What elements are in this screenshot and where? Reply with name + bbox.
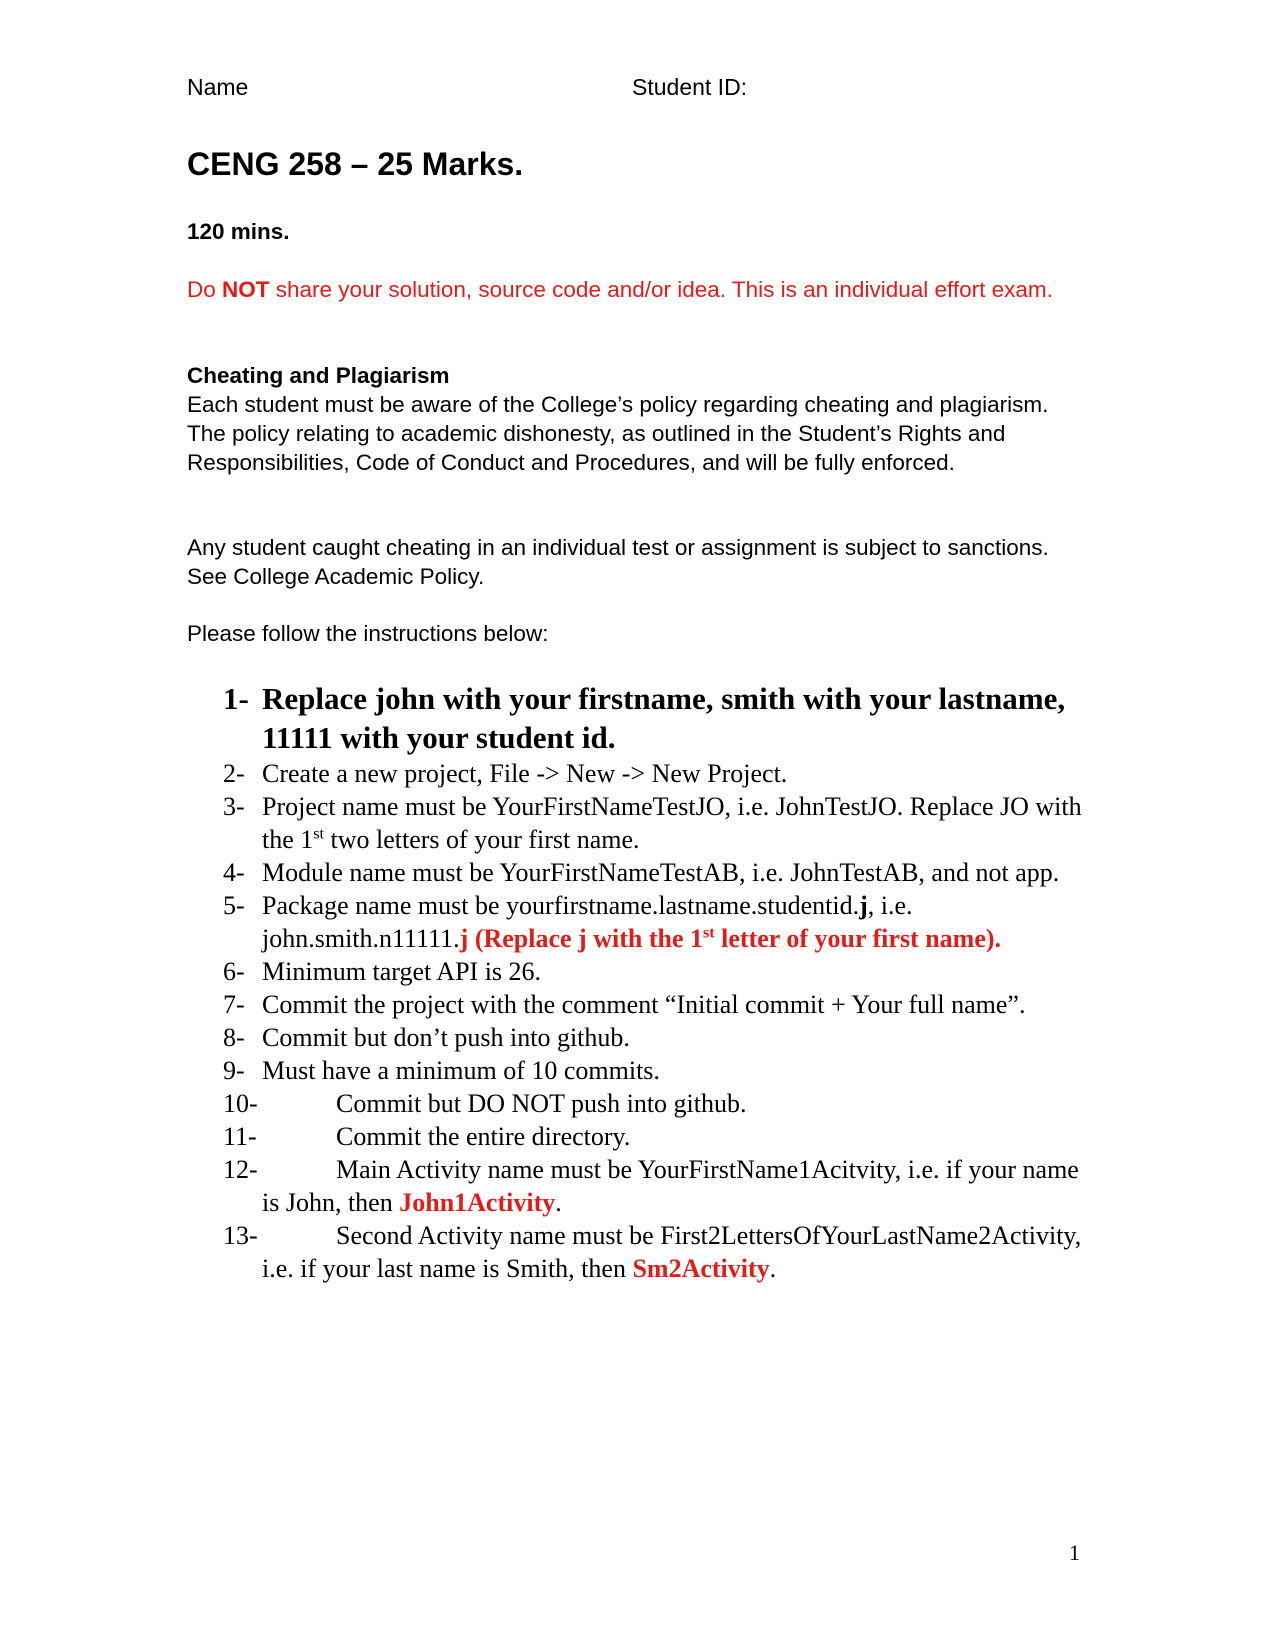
cheating-paragraph-2: Any student caught cheating in an individual test or assignment is subject to sanctions. See College Academic Policy. bbox=[187, 535, 1049, 589]
instruction-number: 7- bbox=[223, 990, 245, 1019]
instructions-intro: Please follow the instructions below: bbox=[187, 621, 549, 646]
instruction-item bbox=[223, 1153, 1093, 1219]
instruction-text: Create a new project, File -> New -> New Project. bbox=[262, 759, 788, 788]
exam-duration: 120 mins. bbox=[187, 219, 290, 244]
student-id-label: Student ID: bbox=[632, 74, 748, 100]
instruction-item bbox=[223, 1219, 1093, 1285]
instruction-text: Module name must be YourFirstNameTestAB, i.e. JohnTestAB, and not app. bbox=[262, 858, 1060, 887]
instruction-text: Must have a minimum of 10 commits. bbox=[262, 1056, 660, 1085]
instruction-number: 6- bbox=[223, 957, 245, 986]
instruction-item bbox=[223, 1021, 1093, 1054]
instruction-item bbox=[223, 1120, 1093, 1153]
instruction-number: 8- bbox=[223, 1023, 245, 1052]
instruction-text: Package name must be yourfirstname.lastname.studentid.j, i.e. john.smith.n11111.j (Replace j with the 1st letter of your first name). bbox=[262, 891, 1002, 953]
instruction-number: 3- bbox=[223, 792, 245, 821]
instruction-text: Commit but DO NOT push into github. bbox=[336, 1089, 747, 1118]
page-title: CENG 258 – 25 Marks. bbox=[187, 146, 524, 182]
instruction-text: Commit the project with the comment “Initial commit + Your full name”. bbox=[262, 990, 1026, 1019]
warning-prefix: Do bbox=[187, 277, 223, 302]
instruction-item bbox=[223, 757, 1093, 790]
instruction-item bbox=[223, 955, 1093, 988]
activity-name-example: Sm2Activity bbox=[632, 1254, 770, 1283]
instruction-item bbox=[223, 856, 1093, 889]
instruction-text: Project name must be YourFirstNameTestJO, i.e. JohnTestJO. Replace JO with the 1st two letters of your first name. bbox=[262, 792, 1082, 854]
instruction-number: 5- bbox=[223, 891, 245, 920]
instruction-number: 1- bbox=[223, 681, 249, 716]
instruction-item bbox=[223, 679, 1093, 757]
instruction-item bbox=[223, 1087, 1093, 1120]
package-note: j (Replace j with the 1st letter of your first name). bbox=[459, 924, 1002, 953]
instruction-text: Minimum target API is 26. bbox=[262, 957, 542, 986]
instruction-text: Main Activity name must be YourFirstName1Acitvity, i.e. if your name is John, then John1Activity. bbox=[262, 1155, 1079, 1217]
cheating-paragraph-1: Each student must be aware of the College’s policy regarding cheating and plagiarism. The policy relating to academic dishonesty, as outlined in the Student’s Rights and Responsibilities, Code of Conduct and Procedures, and will be fully enforced. bbox=[187, 392, 1049, 475]
cheating-heading: Cheating and Plagiarism bbox=[187, 363, 450, 388]
instruction-number: 9- bbox=[223, 1056, 245, 1085]
instruction-number: 2- bbox=[223, 759, 245, 788]
instruction-number: 10- bbox=[223, 1089, 258, 1118]
activity-name-example: John1Activity bbox=[399, 1188, 556, 1217]
name-label: Name bbox=[187, 74, 249, 100]
warning-rest: share your solution, source code and/or idea. This is an individual effort exam. bbox=[269, 277, 1053, 302]
instruction-item bbox=[223, 889, 1093, 955]
warning-notice bbox=[187, 275, 1087, 304]
instruction-text: Commit but don’t push into github. bbox=[262, 1023, 630, 1052]
instruction-number: 11- bbox=[223, 1122, 257, 1151]
instruction-text: Commit the entire directory. bbox=[336, 1122, 631, 1151]
instruction-number: 4- bbox=[223, 858, 245, 887]
instruction-number: 12- bbox=[223, 1155, 258, 1184]
page-number: 1 bbox=[1069, 1540, 1080, 1565]
instruction-number: 13- bbox=[223, 1221, 258, 1250]
instruction-text: Replace john with your firstname, smith with your lastname, 11111 with your student id. bbox=[262, 681, 1066, 755]
instruction-item bbox=[223, 988, 1093, 1021]
warning-emphasis: NOT bbox=[222, 277, 270, 302]
instruction-item bbox=[223, 790, 1093, 856]
instructions-list bbox=[223, 679, 1093, 1285]
instruction-item bbox=[223, 1054, 1093, 1087]
instruction-text: Second Activity name must be First2LettersOfYourLastName2Activity, i.e. if your last name is Smith, then Sm2Activity. bbox=[262, 1221, 1082, 1283]
